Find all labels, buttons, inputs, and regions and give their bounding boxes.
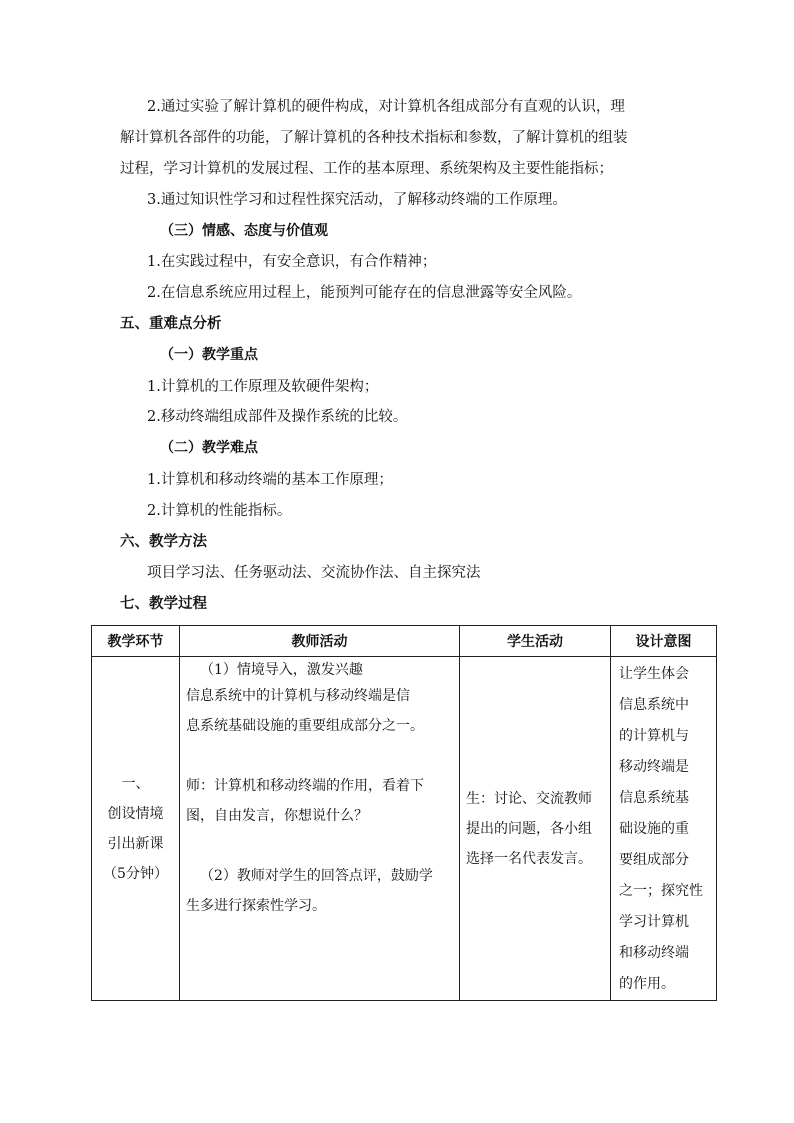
paragraph-line: 项目学习法、任务驱动法、交流协作法、自主探究法 (147, 565, 481, 581)
list-item: 2.移动终端组成部件及操作系统的比较。 (147, 409, 408, 425)
section-title: 五、重难点分析 (120, 316, 222, 332)
student-line: 提出的问题，各小组 (466, 820, 592, 837)
teaching-process-table (91, 625, 717, 1001)
teacher-line: （1）情境导入，激发兴趣 (200, 662, 363, 678)
intent-line: 让学生体会 (619, 666, 689, 682)
intent-line: 的作用。 (619, 976, 675, 992)
intent-line: 移动终端是 (619, 759, 689, 775)
list-item: 1.计算机的工作原理及软硬件架构； (147, 379, 379, 395)
design-intent-cell (611, 657, 717, 1001)
teacher-line: 息系统基础设施的重要组成部分之一。 (186, 718, 424, 734)
teacher-line: 图，自由发言，你想说什么？ (186, 808, 368, 824)
subsection-title: （一）教学重点 (160, 347, 258, 363)
student-line: 选择一名代表发言。 (466, 850, 592, 867)
subsection-title: （二）教学难点 (160, 440, 258, 456)
paragraph-line: 3.通过知识性学习和过程性探究活动，了解移动终端的工作原理。 (147, 192, 567, 208)
teacher-line: 师：计算机和移动终端的作用，看着下 (186, 778, 424, 794)
header-cell-stage: 教学环节 (92, 626, 180, 657)
blank-line (186, 741, 453, 771)
blank-line (186, 831, 453, 861)
teacher-line: 信息系统中的计算机与移动终端是信 (186, 688, 410, 704)
header-cell-student: 学生活动 (460, 626, 611, 657)
stage-line: 一、 (121, 775, 150, 792)
list-item: 1.在实践过程中，有安全意识，有合作精神； (147, 254, 437, 270)
stage-line: 创设情境 (107, 805, 164, 822)
paragraph-line: 2.通过实验了解计算机的硬件构成，对计算机各组成部分有直观的认识，理 (147, 99, 625, 115)
intent-line: 学习计算机 (619, 914, 689, 930)
table-header-row (92, 626, 717, 657)
list-item: 2.在信息系统应用过程上，能预判可能存在的信息泄露等安全风险。 (147, 285, 582, 301)
paragraph-line: 过程，学习计算机的发展过程、工作的基本原理、系统架构及主要性能指标； (120, 161, 613, 177)
section-title: 七、教学过程 (120, 596, 207, 612)
teacher-line: 生多进行探索性学习。 (186, 898, 326, 914)
intent-line: 信息系统基 (619, 790, 689, 806)
intent-line: 和移动终端 (619, 945, 689, 961)
intent-line: 的计算机与 (619, 728, 689, 744)
teacher-activity-cell (180, 657, 460, 1001)
table-row (92, 657, 717, 1001)
teacher-line: （2）教师对学生的回答点评，鼓励学 (200, 868, 433, 884)
list-item: 2.计算机的性能指标。 (147, 503, 292, 519)
list-item: 1.计算机和移动终端的基本工作原理； (147, 472, 393, 488)
intent-line: 础设施的重 (619, 821, 689, 837)
intent-line: 要组成部分 (619, 852, 689, 868)
header-cell-intent: 设计意图 (611, 626, 717, 657)
subsection-title: （三）情感、态度与价值观 (160, 223, 328, 239)
stage-line: （5分钟） (103, 865, 168, 882)
stage-cell (92, 657, 180, 1001)
paragraph-line: 解计算机各部件的功能，了解计算机的各种技术指标和参数，了解计算机的组装 (120, 130, 628, 146)
intent-line: 之一；探究性 (619, 883, 703, 899)
section-title: 六、教学方法 (120, 534, 207, 550)
header-cell-teacher: 教师活动 (180, 626, 460, 657)
student-line: 生：讨论、交流教师 (466, 790, 592, 807)
stage-line: 引出新课 (107, 835, 164, 852)
intent-line: 信息系统中 (619, 697, 689, 713)
student-activity-cell (460, 657, 611, 1001)
